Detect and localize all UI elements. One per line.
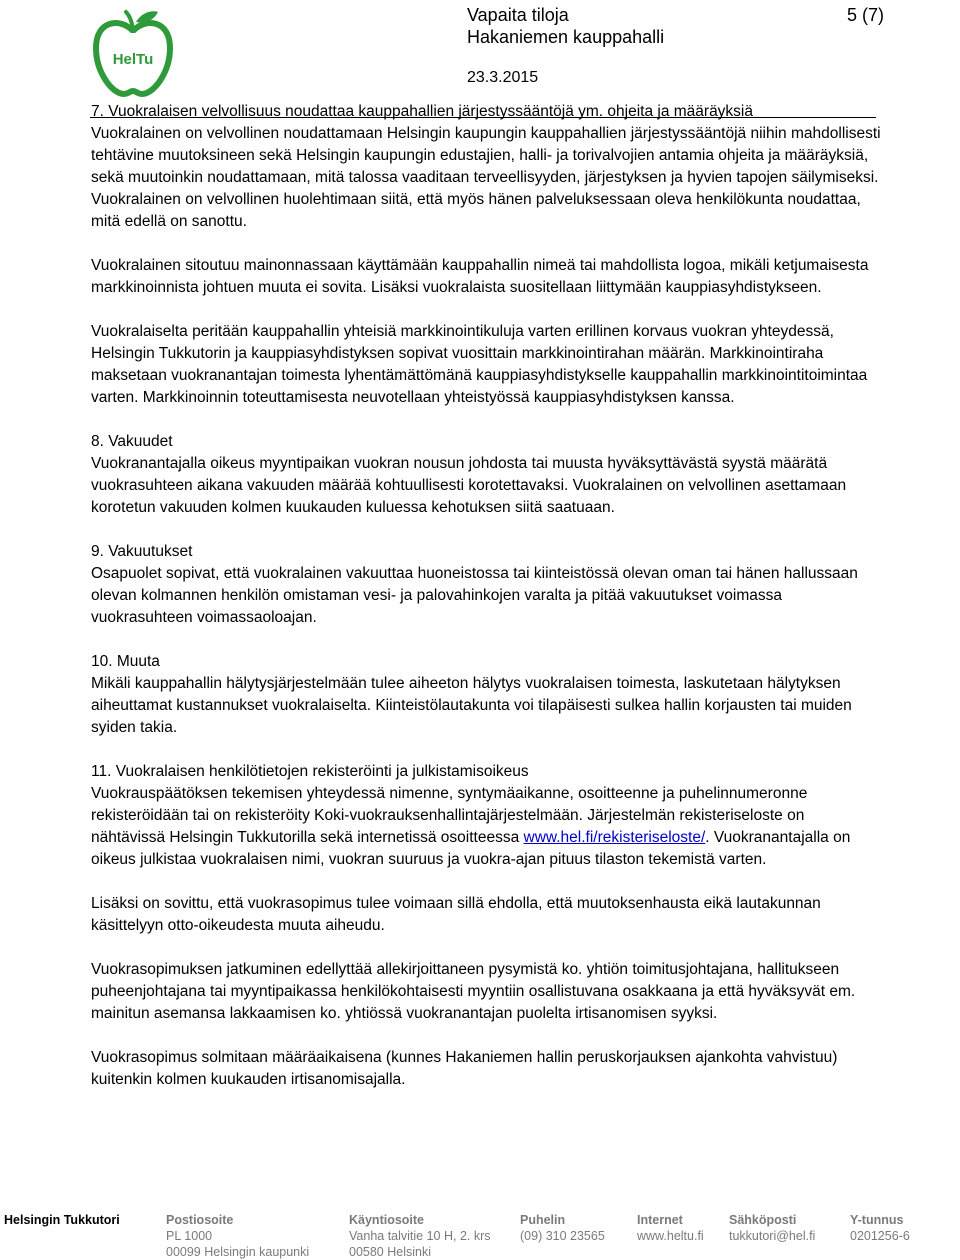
footer-postal-label: Postiosoite bbox=[166, 1213, 234, 1227]
section-10-paragraph-1: Mikäli kauppahallin hälytysjärjestelmään tulee aiheeton hälytys vuokralaisen toimesta, laskutetaan hälytyksen aiheuttamat kustannukset vuokralaiselta. Kiinteistölautakunta voi tilapäisesti sulkea hallin korjausten tai muiden syiden takia. bbox=[91, 675, 852, 736]
section-11-paragraph-4: Vuokrasopimus solmitaan määräaikaisena (kunnes Hakaniemen hallin peruskorjauksen ajankohta vahvistuu) kuitenkin kolmen kuukauden irtisanomisajalla. bbox=[91, 1049, 838, 1088]
section-7-paragraph-2: Vuokralainen sitoutuu mainonnassaan käyttämään kauppahallin nimeä tai mahdollista logoa, mikäli ketjumaisesta markkinoinnista johtuen muuta ei sovita. Lisäksi vuokralaista suositellaan liittymään kauppiasyhdistykseen. bbox=[91, 257, 869, 296]
section-11-paragraph-1-start: Vuokrauspäätöksen tekemisen yhteydessä nimenne, syntymäaikanne, osoitteenne ja puhelinnumeronne rekisteröidään tai on rekisteröity Koki-vuokrauksenhallintajärjestelmään. Järjestelmän rekisteriseloste on nähtävissä Helsingin Tukkutorilla sekä internetissä osoitteessa bbox=[91, 785, 808, 846]
section-9-heading: 9. Vakuutukset bbox=[91, 543, 193, 560]
section-8 bbox=[91, 431, 881, 519]
page-number: 5 (7) bbox=[846, 5, 884, 25]
footer-email-value: tukkutori@hel.fi bbox=[729, 1229, 816, 1243]
document-date: 23.3.2015 bbox=[467, 69, 539, 86]
section-11 bbox=[91, 761, 881, 871]
document-title: Vapaita tiloja bbox=[467, 5, 569, 25]
heltu-logo bbox=[92, 8, 174, 98]
document-body bbox=[91, 101, 881, 1113]
page-footer bbox=[0, 1212, 960, 1260]
section-10-heading: 10. Muuta bbox=[91, 653, 160, 670]
footer-visit-label: Käyntiosoite bbox=[349, 1213, 425, 1227]
footer-ytunnus bbox=[850, 1212, 910, 1244]
section-7-heading: 7. Vuokralaisen velvollisuus noudattaa kauppahallien järjestyssääntöjä ym. ohjeita ja määräyksiä bbox=[91, 103, 753, 120]
section-11-paragraph-1-end: . Vuokranantajalla on oikeus julkistaa vuokralaisen nimi, vuokran suuruus ja vuokra-ajan pituus tilaston tekemistä varten. bbox=[91, 829, 851, 868]
section-11-paragraph-2: Lisäksi on sovittu, että vuokrasopimus tulee voimaan sillä ehdolla, että muutoksenhausta eikä lautakunnan käsittelyyn otto-oikeudesta muuta aiheudu. bbox=[91, 895, 821, 934]
footer-phone-label: Puhelin bbox=[520, 1213, 566, 1227]
document-subtitle: Hakaniemen kauppahalli bbox=[467, 27, 665, 47]
rekisteriseloste-link[interactable]: www.hel.fi/rekisteriseloste/ bbox=[523, 829, 706, 846]
footer-email bbox=[729, 1212, 815, 1244]
logo-wordmark: HelTu bbox=[112, 51, 154, 68]
footer-phone-value: (09) 310 23565 bbox=[520, 1229, 605, 1243]
footer-internet-value: www.heltu.fi bbox=[637, 1229, 704, 1243]
footer-org bbox=[4, 1212, 120, 1228]
footer-postal bbox=[166, 1212, 309, 1260]
section-9-paragraph-1: Osapuolet sopivat, että vuokralainen vakuuttaa huoneistossa tai kiinteistössä olevan oman tai hänen hallussaan olevan kolmannen henkilön omistaman vesi- ja palovahinkojen varalta ja pitää vakuutukset voimassa vuokrasuhteen voimassaoloajan. bbox=[91, 565, 858, 626]
footer-email-label: Sähköposti bbox=[729, 1213, 797, 1227]
footer-internet bbox=[637, 1212, 704, 1244]
section-9 bbox=[91, 541, 881, 629]
section-10 bbox=[91, 651, 881, 739]
section-7 bbox=[91, 101, 881, 233]
section-8-heading: 8. Vakuudet bbox=[91, 433, 173, 450]
section-11-heading: 11. Vuokralaisen henkilötietojen rekisteröinti ja julkistamisoikeus bbox=[91, 763, 529, 780]
footer-visit-line1: Vanha talvitie 10 H, 2. krs bbox=[349, 1229, 491, 1243]
footer-internet-label: Internet bbox=[637, 1213, 683, 1227]
footer-phone bbox=[520, 1212, 605, 1244]
footer-postal-line1: PL 1000 bbox=[166, 1229, 213, 1243]
footer-visit bbox=[349, 1212, 491, 1260]
section-8-paragraph-1: Vuokranantajalla oikeus myyntipaikan vuokran nousun johdosta tai muusta hyväksyttävästä syystä määrätä vuokrasuhteen aikana vakuuden määrää kohtuullisesti korotettavaksi. Vuokralainen on velvollinen asettamaan korotetun vakuuden kolmen kuukauden kuluessa kehotuksen siitä saatuaan. bbox=[91, 455, 847, 516]
section-11-paragraph-3: Vuokrasopimuksen jatkuminen edellyttää allekirjoittaneen pysymistä ko. yhtiön toimitusjohtajana, hallitukseen puheenjohtajana tai myyntipaikassa henkilökohtaisesti myyntiin osallistuvana osakkaana ja että hyväksyvät em. mainitun asemansa lakkaamisen ko. yhtiössä vuokranantajan puolelta irtisanomisen syyksi. bbox=[91, 961, 856, 1022]
footer-ytunnus-value: 0201256-6 bbox=[850, 1229, 910, 1243]
section-7-paragraph-3: Vuokralaiselta peritään kauppahallin yhteisiä markkinointikuluja varten erillinen korvaus vuokran yhteydessä, Helsingin Tukkutorin ja kauppiasyhdistyksen sopivat vuosittain markkinointirahan määrän. Markkinointiraha maksetaan vuokranantajan toimesta lyhentämättömänä kauppiasyhdistykselle kauppahallin markkinointitoimintaa varten. Markkinoinnin toteuttamisesta neuvotellaan yhteistyössä kauppiasyhdistyksen kanssa. bbox=[91, 323, 868, 406]
footer-org-name: Helsingin Tukkutori bbox=[4, 1213, 120, 1227]
footer-visit-line2: 00580 Helsinki bbox=[349, 1245, 431, 1259]
footer-postal-line2: 00099 Helsingin kaupunki bbox=[166, 1245, 310, 1259]
footer-ytunnus-label: Y-tunnus bbox=[850, 1213, 904, 1227]
section-7-paragraph-1: Vuokralainen on velvollinen noudattamaan Helsingin kaupungin kauppahallien järjestyssääntöjä niihin mahdollisesti tehtävine muutoksineen sekä Helsingin kaupungin edustajien, halli- ja torivalvojien antamia ohjeita ja määräyksiä, sekä muutoinkin noudattamaan, mitä talossa vaaditaan terveellisyyden, järjestyksen ja hyvien tapojen säilymiseksi. Vuokralainen on velvollinen huolehtimaan siitä, että myös hänen palveluksessaan oleva henkilökunta noudattaa, mitä edellä on sanottu. bbox=[91, 125, 881, 230]
